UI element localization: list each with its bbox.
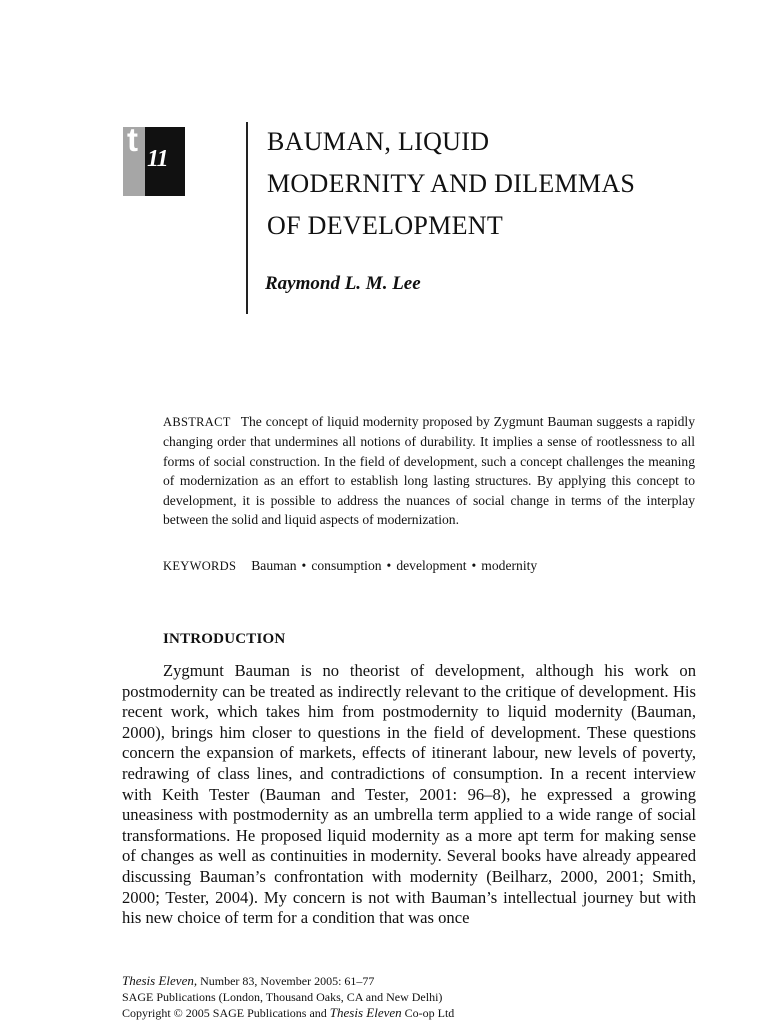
footer-publisher: SAGE Publications (London, Thousand Oaks, CA and New Delhi) [122,990,443,1004]
keyword-item: modernity [481,558,538,573]
section-heading: INTRODUCTION [163,631,286,647]
keyword-separator: • [471,558,477,573]
footer-journal: Thesis Eleven, [122,973,198,988]
abstract-text: The concept of liquid modernity proposed by Zygmunt Bauman suggests a rapidly changing order that undermines all notions of durability. It implies a sense of rootlessness to all forms of social construction. In the field of development, such a concept challenges the meaning of modernization as an effort to establish long lasting structures. By applying this concept to development, it is possible to address the nuances of social change in terms of the interplay between the solid and liquid aspects of modernization. [163,414,695,528]
keyword-item: consumption [311,558,382,573]
footer-issue: Number 83, November 2005: 61–77 [200,974,375,988]
keyword-separator: • [301,558,307,573]
title-line: MODERNITY AND DILEMMAS [267,169,636,198]
title-divider [246,122,248,314]
abstract-label: ABSTRACT [163,415,231,429]
keywords [163,556,537,576]
keyword-item: Bauman [251,558,297,573]
footer-citation [122,973,682,989]
keyword-item: development [396,558,467,573]
logo-number: 11 [147,146,168,172]
footer-copyright-prefix: Copyright © 2005 SAGE Publications and [122,1006,327,1020]
keywords-label: KEYWORDS [163,559,237,573]
footer [122,973,682,1021]
author-name: Raymond L. M. Lee [265,273,421,294]
footer-copyright-suffix: Co-op Ltd [404,1006,455,1020]
article-title [267,121,737,247]
body-paragraph: Zygmunt Bauman is no theorist of development, although his work on postmodernity can be treated as indirectly relevant to the critique of development. His recent work, which takes him from postmodernity to liquid modernity (Bauman, 2000), brings him closer to questions in the field of development. These questions concern the expansion of markets, effects of itinerant labour, new levels of poverty, redrawing of class lines, and contradictions of consumption. In a recent interview with Keith Tester (Bauman and Tester, 2001: 96–8), he expressed a growing uneasiness with postmodernity as an umbrella term applied to a wide range of social transformations. He proposed liquid modernity as a more apt term for making sense of changes as well as continuities in modernity. Several books have already appeared discussing Bauman’s confrontation with modernity (Beilharz, 2000, 2001; Smith, 2000; Tester, 2004). My concern is not with Bauman’s intellectual journey but with his new choice of term for a condition that was once [122,661,696,928]
journal-logo [123,121,185,196]
abstract [163,412,695,529]
keyword-separator: • [386,558,392,573]
title-line: BAUMAN, LIQUID [267,127,490,156]
footer-copyright-journal: Thesis Eleven [329,1005,402,1020]
title-line: OF DEVELOPMENT [267,211,504,240]
logo-letter: t [127,121,138,158]
footer-copyright [122,1005,682,1021]
